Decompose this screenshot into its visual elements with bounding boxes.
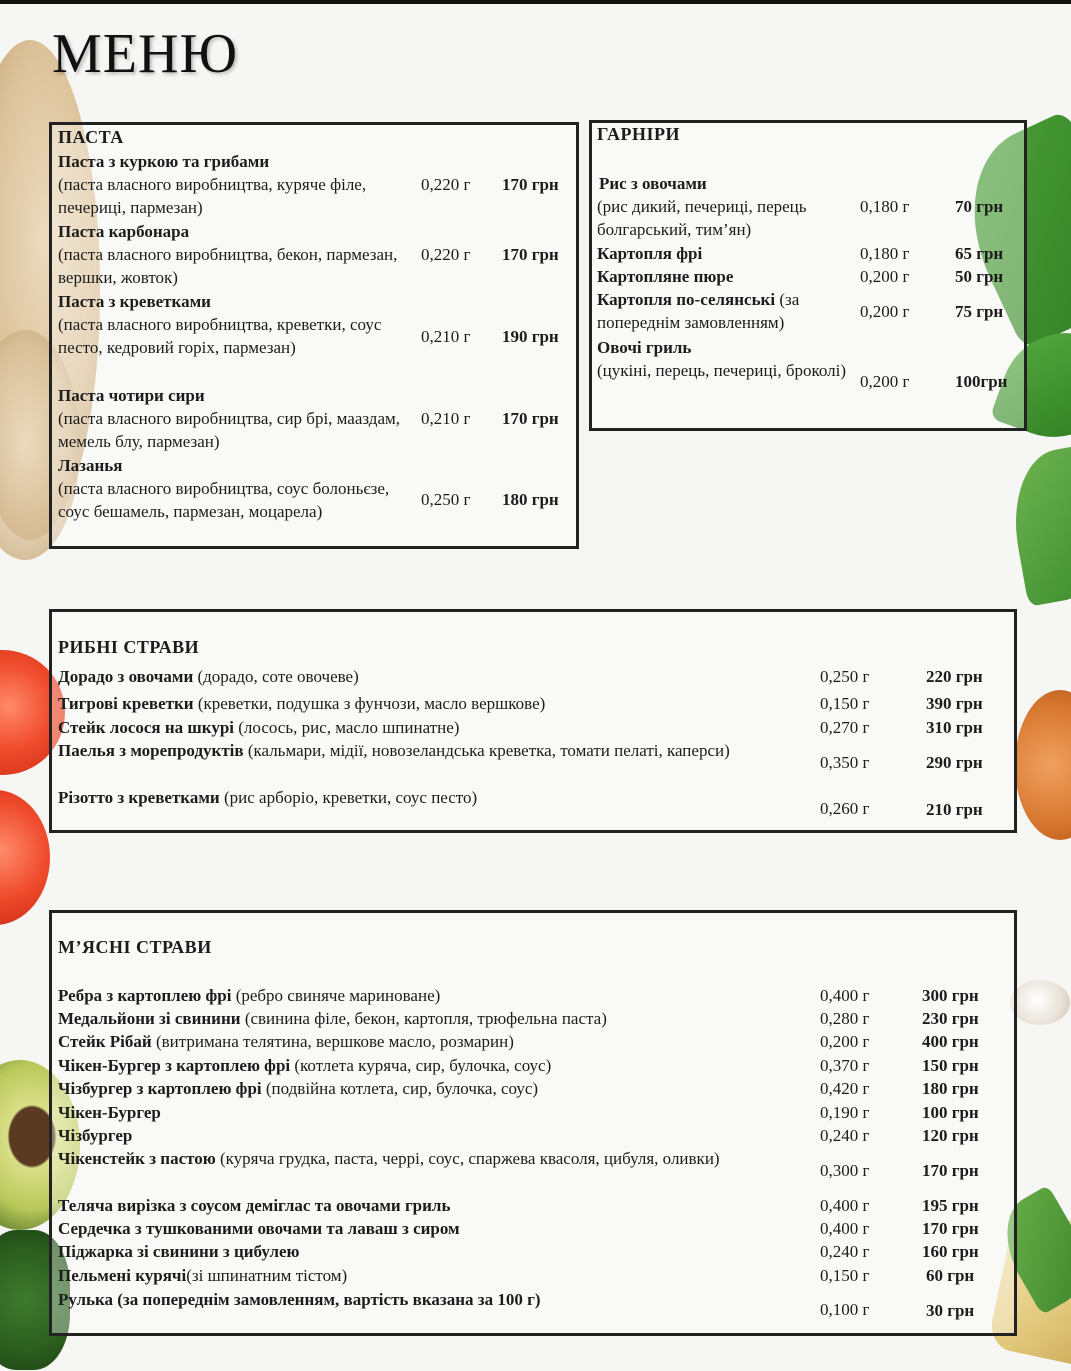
meat-item-weight: 0,280 г xyxy=(820,1009,870,1028)
meat-item-weight: 0,100 г xyxy=(820,1300,870,1319)
garnish-section-title: ГАРНІРИ xyxy=(597,124,680,144)
garnish-item-weight: 0,200 г xyxy=(860,267,910,286)
garnish-item-price: 100грн xyxy=(955,372,1008,391)
fish-item-price: 290 грн xyxy=(926,753,983,772)
meat-item-price: 400 грн xyxy=(922,1032,979,1051)
meat-item-price: 100 грн xyxy=(922,1103,979,1122)
meat-item: Чізбургер з картоплею фрі (подвійна котлета, сир, булочка, соус) xyxy=(58,1079,539,1098)
fish-item: Стейк лосося на шкурі (лосось, рис, масло шпинатне) xyxy=(58,718,460,737)
meat-item-price: 170 грн xyxy=(922,1219,979,1238)
pasta-item-price: 170 грн xyxy=(502,245,559,264)
pasta-item-weight: 0,210 г xyxy=(421,409,471,428)
fish-item: Дорадо з овочами (дорадо, соте овочеве) xyxy=(58,667,359,686)
pasta-item: Паста карбонара (паста власного виробництва, бекон, пармезан, вершки, жовток) xyxy=(58,222,398,287)
garlic-image xyxy=(1010,980,1070,1025)
meat-item: Медальйони зі свинини (свинина філе, бекон, картопля, трюфельна паста) xyxy=(58,1009,607,1028)
meat-item-weight: 0,200 г xyxy=(820,1032,870,1051)
meat-item-price: 160 грн xyxy=(922,1242,979,1261)
meat-item: Теляча вирізка з соусом деміглас та овочами гриль xyxy=(58,1196,451,1215)
fish-item: Паелья з морепродуктів (кальмари, мідії, новозеландська креветка, томати пелаті, каперси) xyxy=(58,741,730,760)
fish-section-title: РИБНІ СТРАВИ xyxy=(58,637,200,657)
fish-item-price: 390 грн xyxy=(926,694,983,713)
pasta-item-weight: 0,210 г xyxy=(421,327,471,346)
meat-item-price: 120 грн xyxy=(922,1126,979,1145)
fish-item-weight: 0,250 г xyxy=(820,667,870,686)
top-border xyxy=(0,0,1071,4)
fish-item: Тигрові креветки (креветки, подушка з фунчози, масло вершкове) xyxy=(58,694,546,713)
garnish-item-price: 50 грн xyxy=(955,267,1004,286)
fish-item-price: 310 грн xyxy=(926,718,983,737)
garnish-item-price: 65 грн xyxy=(955,244,1004,263)
garnish-item-price: 75 грн xyxy=(955,302,1004,321)
fish-item: Різотто з креветками (рис арборіо, креветки, соус песто) xyxy=(58,788,478,807)
meat-item: Пельмені курячі(зі шпинатним тістом) xyxy=(58,1266,348,1285)
menu-title: МЕНЮ xyxy=(52,23,238,85)
meat-item-price: 195 грн xyxy=(922,1196,979,1215)
fish-item-price: 210 грн xyxy=(926,800,983,819)
meat-item-weight: 0,370 г xyxy=(820,1056,870,1075)
pasta-item: Лазанья (паста власного виробництва, соус болоньєзе, соус бешамель, пармезан, моцарела) xyxy=(58,456,390,521)
fish-item-weight: 0,350 г xyxy=(820,753,870,772)
pasta-item-price: 190 грн xyxy=(502,327,559,346)
mint-leaf-image xyxy=(1003,443,1071,606)
pasta-item-price: 170 грн xyxy=(502,409,559,428)
meat-item: Чікенстейк з пастою (куряча грудка, паста, черрі, соус, спаржева квасоля, цибуля, оливки) xyxy=(58,1149,720,1168)
garnish-item: Картопля фрі xyxy=(597,244,703,263)
garnish-item-weight: 0,180 г xyxy=(860,197,910,216)
meat-item-weight: 0,240 г xyxy=(820,1126,870,1145)
fish-item-weight: 0,260 г xyxy=(820,799,870,818)
meat-item: Рулька (за попереднім замовленням, вартість вказана за 100 г) xyxy=(58,1290,541,1309)
garnish-item: Картопляне пюре xyxy=(597,267,734,286)
meat-item-weight: 0,400 г xyxy=(820,1219,870,1238)
spice-image xyxy=(1015,690,1071,840)
meat-item-weight: 0,420 г xyxy=(820,1079,870,1098)
meat-item-weight: 0,240 г xyxy=(820,1242,870,1261)
meat-item: Сердечка з тушкованими овочами та лаваш з сиром xyxy=(58,1219,460,1238)
pasta-item: Паста з креветками (паста власного виробництва, креветки, соус песто, кедровий горіх, пармезан) xyxy=(58,292,382,357)
pasta-item-weight: 0,220 г xyxy=(421,245,471,264)
meat-item-weight: 0,190 г xyxy=(820,1103,870,1122)
meat-item-price: 170 грн xyxy=(922,1161,979,1180)
garnish-item: Картопля по-селянські (за попереднім замовленням) xyxy=(597,290,800,332)
fish-item-weight: 0,270 г xyxy=(820,718,870,737)
meat-section-title: М’ЯСНІ СТРАВИ xyxy=(58,937,212,957)
garnish-item: Рис з овочами (рис дикий, печериці, перець болгарський, тим’ян) xyxy=(597,174,807,239)
tomato-slice-image xyxy=(0,790,50,925)
garnish-item: Овочі гриль (цукіні, перець, печериці, броколі) xyxy=(597,338,847,380)
meat-item: Піджарка зі свинини з цибулею xyxy=(58,1242,300,1261)
meat-item: Ребра з картоплею фрі (ребро свиняче мариноване) xyxy=(58,986,441,1005)
meat-item-price: 230 грн xyxy=(922,1009,979,1028)
meat-item: Чізбургер xyxy=(58,1126,133,1145)
meat-item-price: 60 грн xyxy=(926,1266,975,1285)
meat-item-price: 30 грн xyxy=(926,1301,975,1320)
meat-item-weight: 0,400 г xyxy=(820,1196,870,1215)
pasta-item-price: 180 грн xyxy=(502,490,559,509)
meat-item: Стейк Рібай (витримана телятина, вершкове масло, розмарин) xyxy=(58,1032,514,1051)
meat-item-price: 300 грн xyxy=(922,986,979,1005)
meat-item-weight: 0,300 г xyxy=(820,1161,870,1180)
pasta-item-weight: 0,220 г xyxy=(421,175,471,194)
fish-item-weight: 0,150 г xyxy=(820,694,870,713)
meat-item-weight: 0,150 г xyxy=(820,1266,870,1285)
fish-item-price: 220 грн xyxy=(926,667,983,686)
meat-item-price: 150 грн xyxy=(922,1056,979,1075)
pasta-section-title: ПАСТА xyxy=(58,127,124,147)
garnish-item-weight: 0,200 г xyxy=(860,302,910,321)
meat-item: Чікен-Бургер xyxy=(58,1103,161,1122)
meat-item: Чікен-Бургер з картоплею фрі (котлета куряча, сир, булочка, соус) xyxy=(58,1056,552,1075)
pasta-item: Паста з куркою та грибами (паста власного виробництва, куряче філе, печериці, пармезан) xyxy=(58,152,367,217)
pasta-item-price: 170 грн xyxy=(502,175,559,194)
meat-item-weight: 0,400 г xyxy=(820,986,870,1005)
garnish-item-price: 70 грн xyxy=(955,197,1004,216)
meat-item-price: 180 грн xyxy=(922,1079,979,1098)
pasta-item: Паста чотири сири (паста власного виробництва, сир брі, мааздам, мемель блу, пармезан) xyxy=(58,386,401,451)
garnish-item-weight: 0,200 г xyxy=(860,372,910,391)
garnish-item-weight: 0,180 г xyxy=(860,244,910,263)
pasta-item-weight: 0,250 г xyxy=(421,490,471,509)
